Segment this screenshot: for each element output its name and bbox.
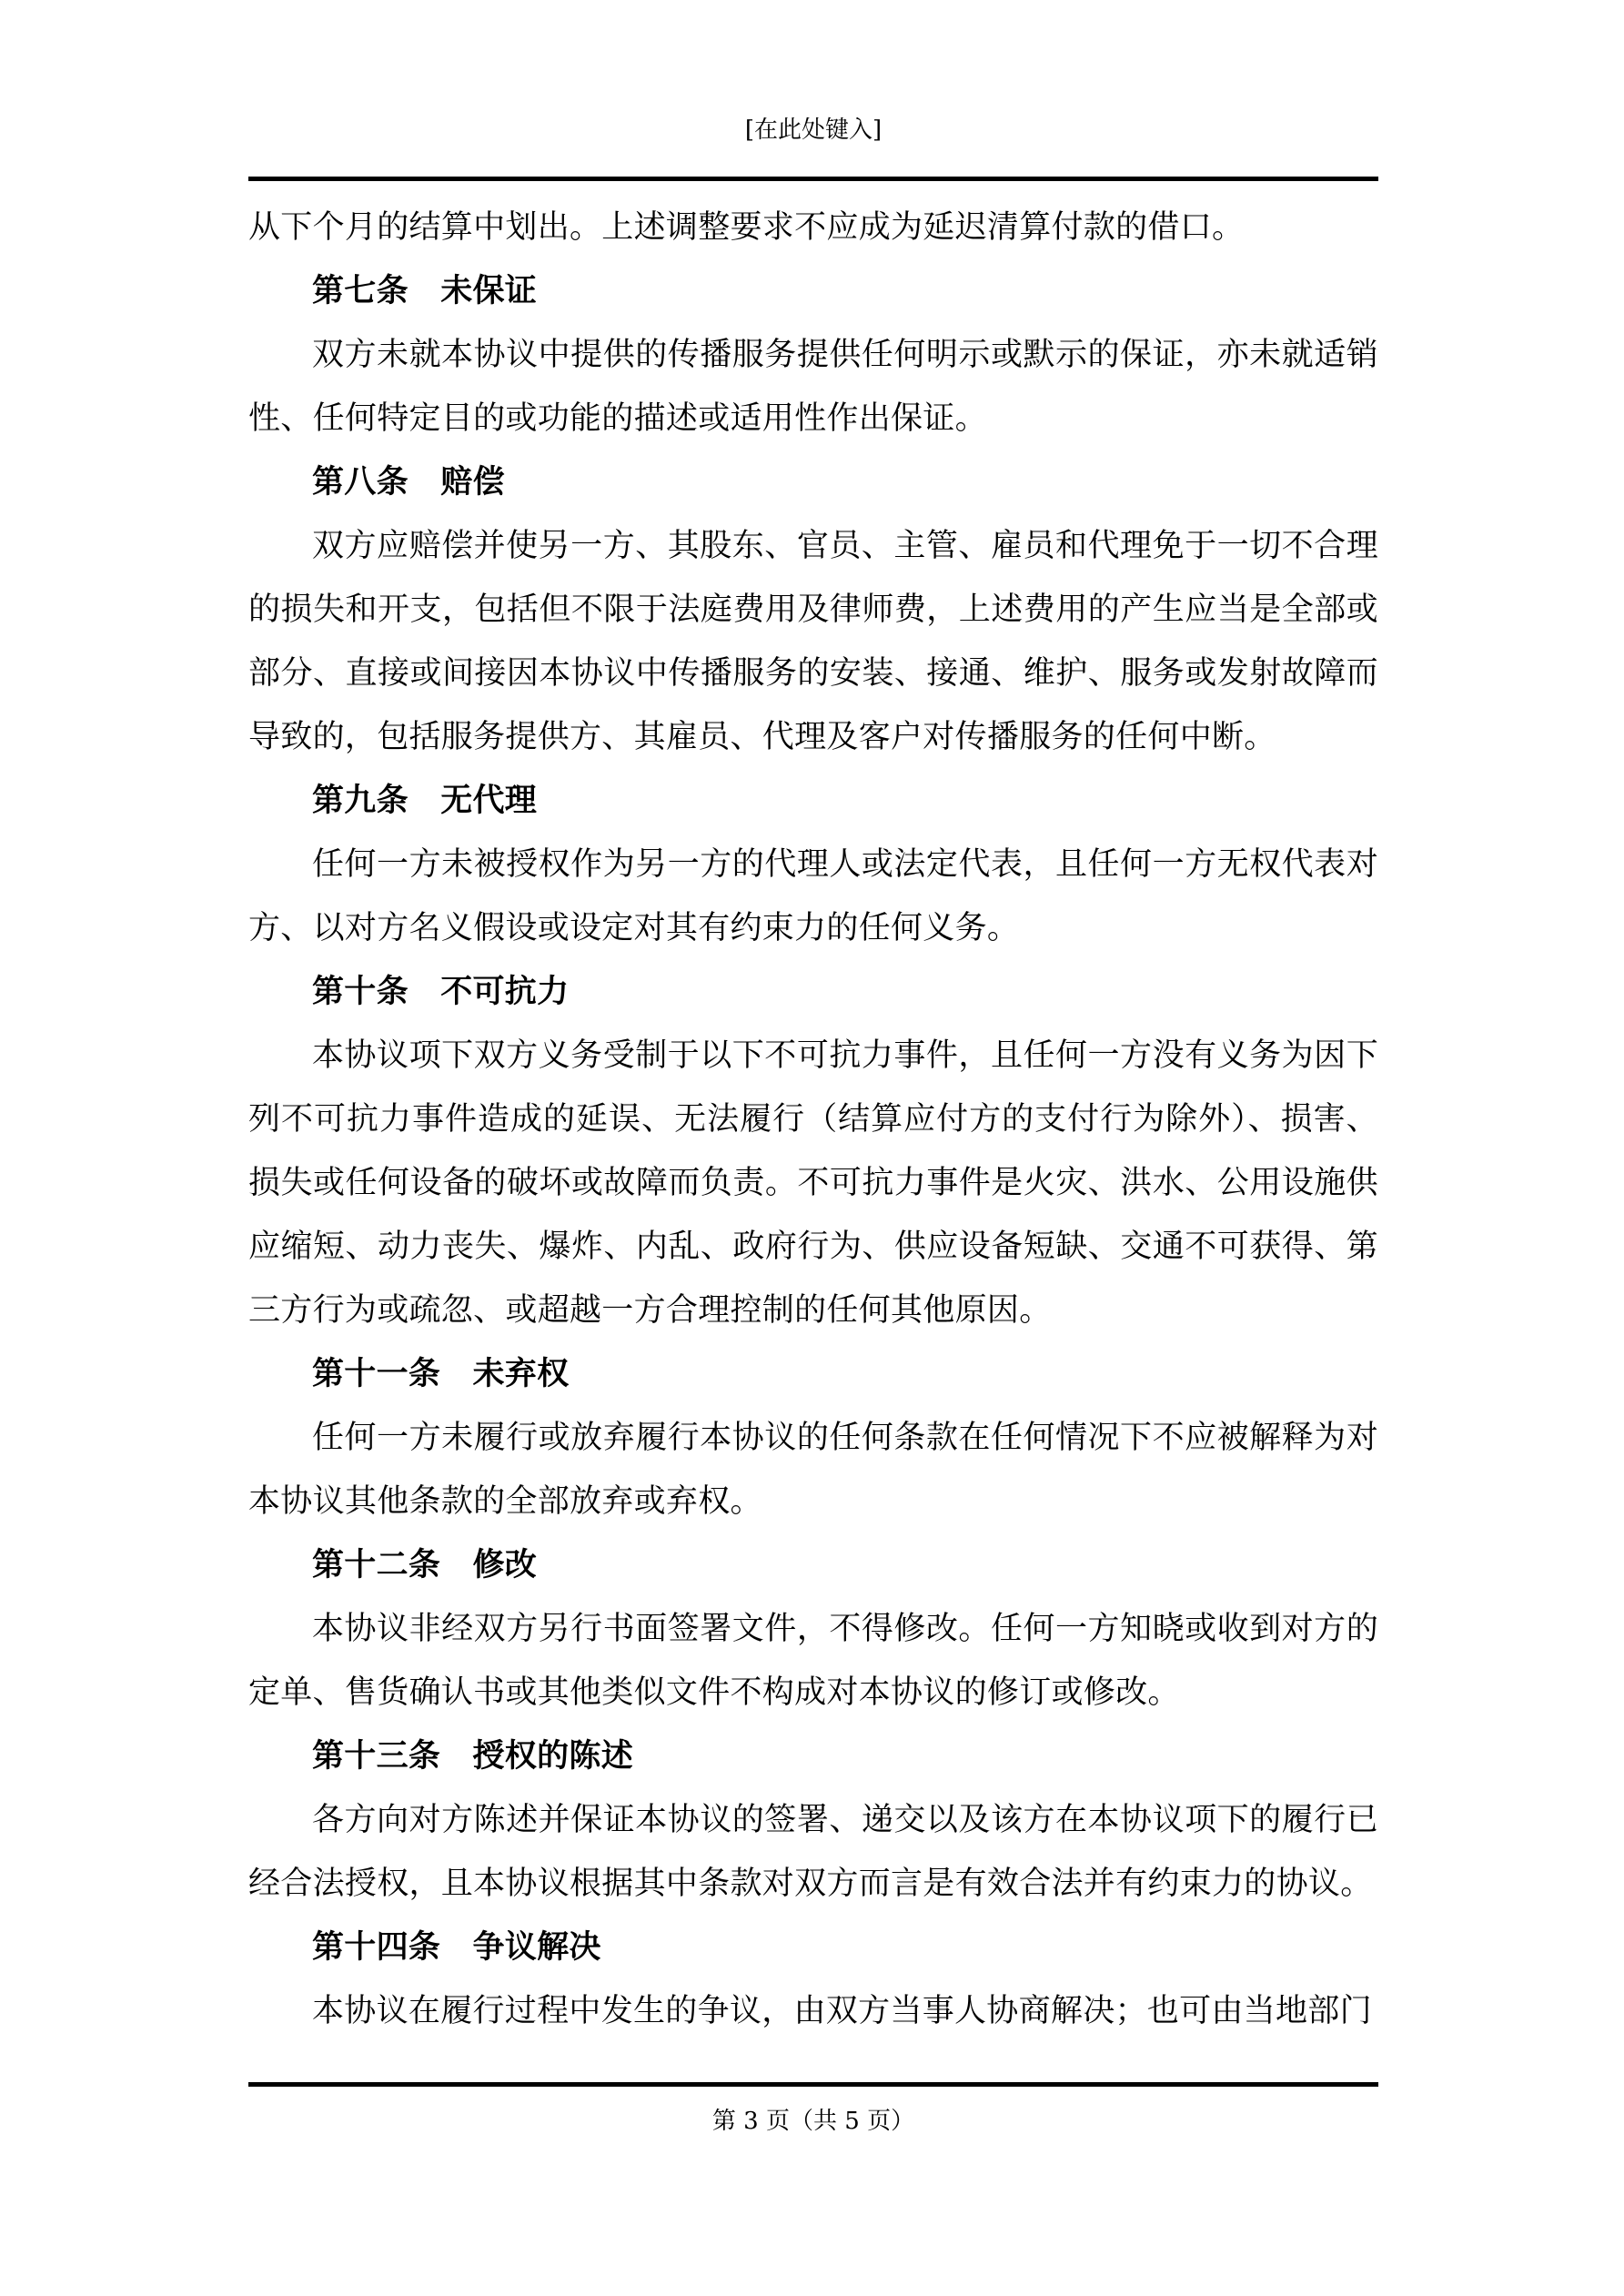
continued-paragraph: 从下个月的结算中划出。上述调整要求不应成为延迟清算付款的借口。 [248,209,1245,246]
article-9-paragraph: 任何一方未被授权作为另一方的代理人或法定代表，且任何一方无权代表对方、以对方名义假设或设定对其有约束力的任何义务。 [248,846,1378,946]
header-placeholder-text[interactable]: [在此处键入] [744,116,883,144]
page-header [248,0,1378,181]
article-7-paragraph: 双方未就本协议中提供的传播服务提供任何明示或默示的保证，亦未就适销性、任何特定目的或功能的描述或适用性作出保证。 [248,337,1378,437]
document-body [248,196,1378,2043]
article-12-heading: 第十二条 修改 [312,1546,538,1583]
article-11-heading: 第十一条 未弃权 [312,1355,570,1392]
article-10-paragraph: 本协议项下双方义务受制于以下不可抗力事件，且任何一方没有义务为因下列不可抗力事件造成的延误、无法履行（结算应付方的支付行为除外）、损害、损失或任何设备的破坏或故障而负责。不可抗力事件是火灾、洪水、公用设施供应缩短、动力丧失、爆炸、内乱、政府行为、供应设备短缺、交通不可获得、第三方行为或疏忽、或超越一方合理控制的任何其他原因。 [248,1037,1378,1329]
page-footer [248,2082,1378,2135]
page-number-text: 第 3 页（共 5 页） [711,2108,915,2135]
article-13-paragraph: 各方向对方陈述并保证本协议的签署、递交以及该方在本协议项下的履行已经合法授权，且本协议根据其中条款对双方而言是有效合法并有约束力的协议。 [248,1802,1378,1902]
article-11-paragraph: 任何一方未履行或放弃履行本协议的任何条款在任何情况下不应被解释为对本协议其他条款的全部放弃或弃权。 [248,1420,1378,1520]
header-rule [248,177,1378,181]
article-8-heading: 第八条 赔偿 [312,463,505,501]
article-14-heading: 第十四条 争议解决 [312,1928,601,1966]
article-8-paragraph: 双方应赔偿并使另一方、其股东、官员、主管、雇员和代理免于一切不合理的损失和开支，包括但不限于法庭费用及律师费，上述费用的产生应当是全部或部分、直接或间接因本协议中传播服务的安装、接通、维护、服务或发射故障而导致的，包括服务提供方、其雇员、代理及客户对传播服务的任何中断。 [248,528,1378,755]
article-9-heading: 第九条 无代理 [312,782,538,819]
footer-rule [248,2082,1378,2087]
article-12-paragraph: 本协议非经双方另行书面签署文件，不得修改。任何一方知晓或收到对方的定单、售货确认书或其他类似文件不构成对本协议的修订或修改。 [248,1611,1378,1711]
article-13-heading: 第十三条 授权的陈述 [312,1737,634,1775]
article-7-heading: 第七条 未保证 [312,272,538,309]
article-14-paragraph: 本协议在履行过程中发生的争议，由双方当事人协商解决；也可由当地部门 [312,1993,1372,2029]
article-10-heading: 第十条 不可抗力 [312,973,570,1010]
